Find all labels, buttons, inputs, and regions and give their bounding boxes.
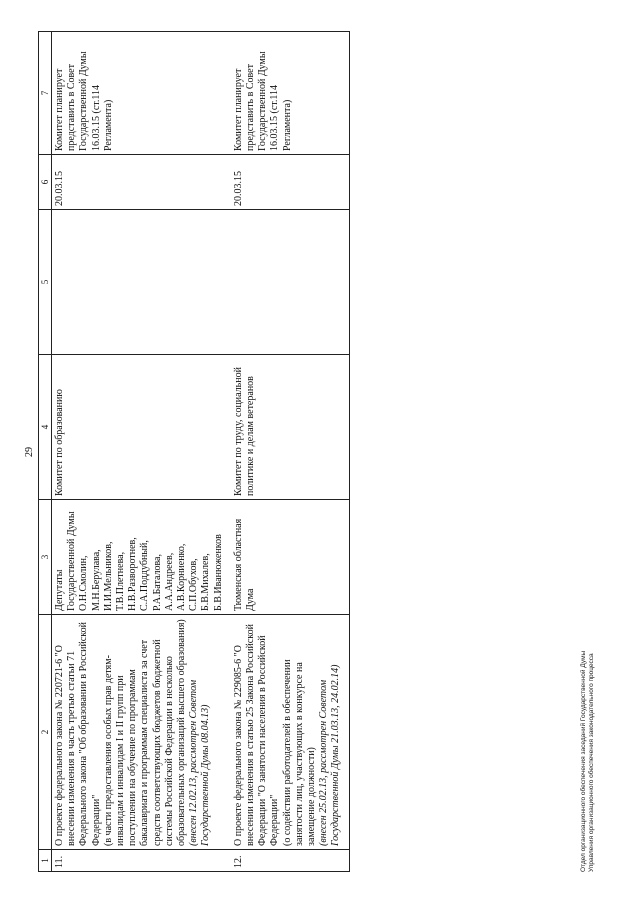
bill-note: (внесен 25.02.13, рассмотрен Советом Государственной Думы 21.03.13, 24.02.14) [318,664,342,846]
col-header-4: 4 [39,355,52,500]
table-row [52,32,231,872]
footer-line-1: Отдел организационного обеспечения заседаний Государственной Думы [580,650,587,872]
author-cell: Тюменская областная Дума [231,500,349,615]
col-header-6: 6 [39,155,52,210]
bill-cell [52,615,231,850]
page-number: 29 [24,447,35,457]
bill-title: О проекте федерального закона № 220721-6 "О внесении изменения в часть третью статьи 71 Федерального закона "Об образовании в Российской Федерации" [54,622,102,846]
bill-note: (внесен 12.02.13, рассмотрен Советом Государственной Думы 08.04.13) [188,679,212,846]
landscape-sheet [20,12,620,892]
bill-title: О проекте федерального закона № 229085-6 "О внесении изменения в статью 25 Закона Российской Федерации "О занятости населения в Российской Федерации" [232,624,281,846]
col5-cell [52,210,231,355]
agenda-table [38,31,350,872]
date-cell: 20.03.15 [52,155,231,210]
row-number: 12. [231,850,349,872]
col-header-1: 1 [39,850,52,872]
committee-cell: Комитет по труду, социальной политике и делам ветеранов [231,355,349,500]
bill-cell [231,615,349,850]
bill-description: (в части предоставления особых прав детям-инвалидам и инвалидам I и II групп при поступлении на обучение по программам бакалавриата и программам специалиста за счет средств соответствующих бюджетов бюджетной системы Российской Федерации в несколько образовательных организаций высшего образования) [102,619,188,846]
table-row [231,32,349,872]
author-cell: Депутаты Государственной Думы О.Н.Смолин, М.Н.Берулава, И.И.Мельников, Т.В.Плетнева, Н.В.Разворотнев, С.А.Поддубный, Р.А.Баталова, А.А.Андреев, А.В.Корниенко, С.П.Обухов, Б.В.Михалев, Б.В.Иванюженков [52,500,231,615]
col-header-2: 2 [39,615,52,850]
committee-cell: Комитет по образованию [52,355,231,500]
col5-cell [231,210,349,355]
footer-line-2: Управления организационного обеспечения законодательного процесса [588,653,595,872]
date-cell: 20.03.15 [231,155,349,210]
col-header-7: 7 [39,32,52,155]
remark-cell: Комитет планирует представить в Совет Государственной Думы 16.03.15 (ст.114 Регламента) [52,32,231,155]
column-number-row [39,32,52,872]
row-number: 11. [52,850,231,872]
col-header-5: 5 [39,210,52,355]
col-header-3: 3 [39,500,52,615]
bill-description: (о содействии работодателей в обеспечении занятости лиц, участвующих в конкурсе на замещение должности) [281,659,318,846]
remark-cell: Комитет планирует представить в Совет Государственной Думы 16.03.15 (ст.114 Регламента) [231,32,349,155]
footer [580,651,596,872]
